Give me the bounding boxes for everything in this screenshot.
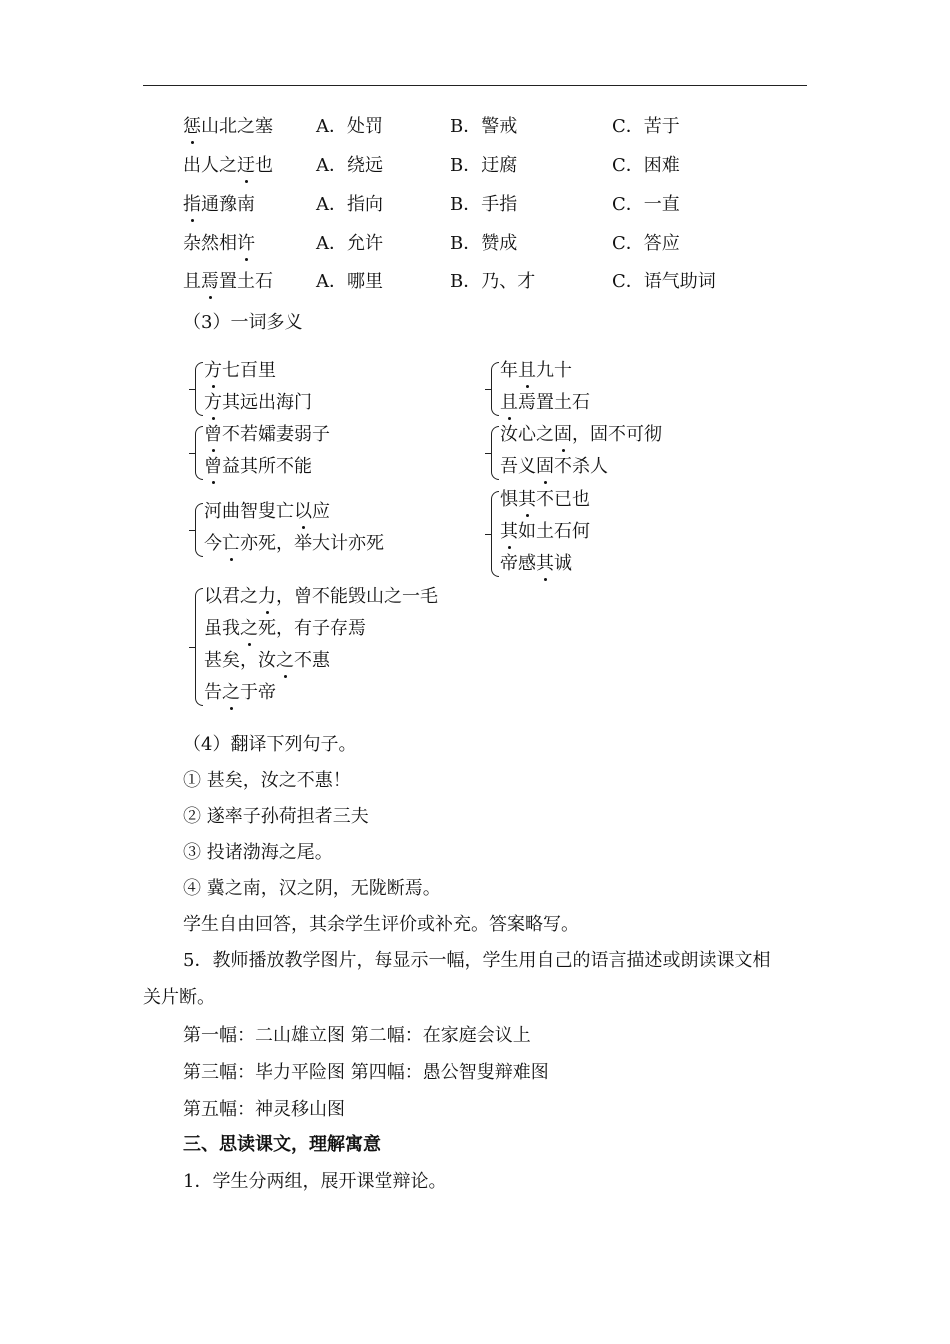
section-heading-3: 三、思读课文，理解寓意 <box>183 1134 381 1155</box>
emphasis-dot-char: 其 <box>536 553 554 574</box>
polysemy-line: 方七百里 <box>204 360 276 381</box>
brace-bracket <box>195 362 203 416</box>
vocab-option-a: A．哪里 <box>316 271 383 292</box>
emphasis-dot-char: 力 <box>258 586 276 607</box>
polysemy-line: 其如土石何 <box>500 521 590 542</box>
vocab-option-a: A．指向 <box>316 194 383 215</box>
answer-note: 学生自由回答，其余学生评价或补充。答案略写。 <box>183 914 579 935</box>
brace-bracket <box>195 588 203 706</box>
emphasis-dot-char: 其 <box>518 489 536 510</box>
picture-line-3: 第五幅：神灵移山图 <box>183 1099 345 1120</box>
step5-line2: 关片断。 <box>143 987 215 1008</box>
vocab-option-a: A．处罚 <box>316 116 383 137</box>
polysemy-line: 以君之力，曾不能毁山之一毛 <box>204 586 438 607</box>
vocab-option-b: B．警戒 <box>450 116 518 137</box>
vocab-phrase: 出人之迂也 <box>183 155 273 176</box>
vocab-phrase: 惩山北之塞 <box>183 116 273 137</box>
emphasis-dot-char: 且 <box>518 360 536 381</box>
section4-title: （4）翻译下列句子。 <box>183 734 357 755</box>
vocab-option-b: B．乃、才 <box>450 271 536 292</box>
vocab-option-c: C．困难 <box>612 155 680 176</box>
vocab-option-c: C．一直 <box>612 194 680 215</box>
emphasis-dot-char: 曾 <box>204 456 222 477</box>
emphasis-dot-char: 指 <box>183 194 201 215</box>
polysemy-line: 方其远出海门 <box>204 392 312 413</box>
polysemy-line: 吾义固不杀人 <box>500 456 608 477</box>
polysemy-line: 年且九十 <box>500 360 572 381</box>
emphasis-dot-char: 之 <box>276 650 294 671</box>
picture-line-2: 第三幅：毕力平险图 第四幅：愚公智叟辩难图 <box>183 1062 549 1083</box>
emphasis-dot-char: 许 <box>237 233 255 254</box>
section3-title: （3）一词多义 <box>183 312 303 333</box>
polysemy-line: 甚矣，汝之不惠 <box>204 650 330 671</box>
vocab-phrase: 且焉置土石 <box>183 271 273 292</box>
emphasis-dot-char: 以 <box>294 501 312 522</box>
translation-2: ② 遂率子孙荷担者三夫 <box>183 806 369 827</box>
emphasis-dot-char: 焉 <box>201 271 219 292</box>
emphasis-dot-char: 方 <box>204 360 222 381</box>
brace-bracket <box>195 503 203 557</box>
emphasis-dot-char: 之 <box>240 618 258 639</box>
brace-bracket <box>491 491 499 577</box>
header-rule <box>143 85 807 86</box>
polysemy-line: 河曲智叟亡以应 <box>204 501 330 522</box>
vocab-option-b: B．手指 <box>450 194 518 215</box>
emphasis-dot-char: 惩 <box>183 116 201 137</box>
vocab-option-b: B．赞成 <box>450 233 518 254</box>
vocab-option-c: C．语气助词 <box>612 271 716 292</box>
brace-bracket <box>491 362 499 416</box>
vocab-option-b: B．迂腐 <box>450 155 518 176</box>
vocab-option-c: C．苦于 <box>612 116 680 137</box>
polysemy-line: 汝心之固，固不可彻 <box>500 424 662 445</box>
emphasis-dot-char: 固 <box>554 424 572 445</box>
picture-line-1: 第一幅：二山雄立图 第二幅：在家庭会议上 <box>183 1025 531 1046</box>
translation-1: ① 甚矣，汝之不惠！ <box>183 770 351 791</box>
emphasis-dot-char: 之 <box>222 682 240 703</box>
emphasis-dot-char: 亡 <box>222 533 240 554</box>
brace-bracket <box>491 426 499 480</box>
polysemy-line: 今亡亦死，举大计亦死 <box>204 533 384 554</box>
brace-bracket <box>195 426 203 480</box>
translation-3: ③ 投诸渤海之尾。 <box>183 842 333 863</box>
vocab-phrase: 指通豫南 <box>183 194 255 215</box>
polysemy-line: 且焉置土石 <box>500 392 590 413</box>
polysemy-line: 帝感其诚 <box>500 553 572 574</box>
emphasis-dot-char: 曾 <box>204 424 222 445</box>
emphasis-dot-char: 且 <box>500 392 518 413</box>
polysemy-line: 惧其不已也 <box>500 489 590 510</box>
polysemy-line: 告之于帝 <box>204 682 276 703</box>
vocab-option-a: A．绕远 <box>316 155 383 176</box>
polysemy-line: 曾不若孀妻弱子 <box>204 424 330 445</box>
polysemy-line: 虽我之死，有子存焉 <box>204 618 366 639</box>
emphasis-dot-char: 其 <box>500 521 518 542</box>
vocab-option-a: A．允许 <box>316 233 383 254</box>
emphasis-dot-char: 固 <box>536 456 554 477</box>
emphasis-dot-char: 迂 <box>237 155 255 176</box>
step1: 1．学生分两组，展开课堂辩论。 <box>183 1171 447 1192</box>
emphasis-dot-char: 方 <box>204 392 222 413</box>
polysemy-line: 曾益其所不能 <box>204 456 312 477</box>
translation-4: ④ 冀之南，汉之阴，无陇断焉。 <box>183 878 441 899</box>
vocab-phrase: 杂然相许 <box>183 233 255 254</box>
vocab-option-c: C．答应 <box>612 233 680 254</box>
step5-line1: 5．教师播放教学图片，每显示一幅，学生用自己的语言描述或朗读课文相 <box>183 950 771 971</box>
